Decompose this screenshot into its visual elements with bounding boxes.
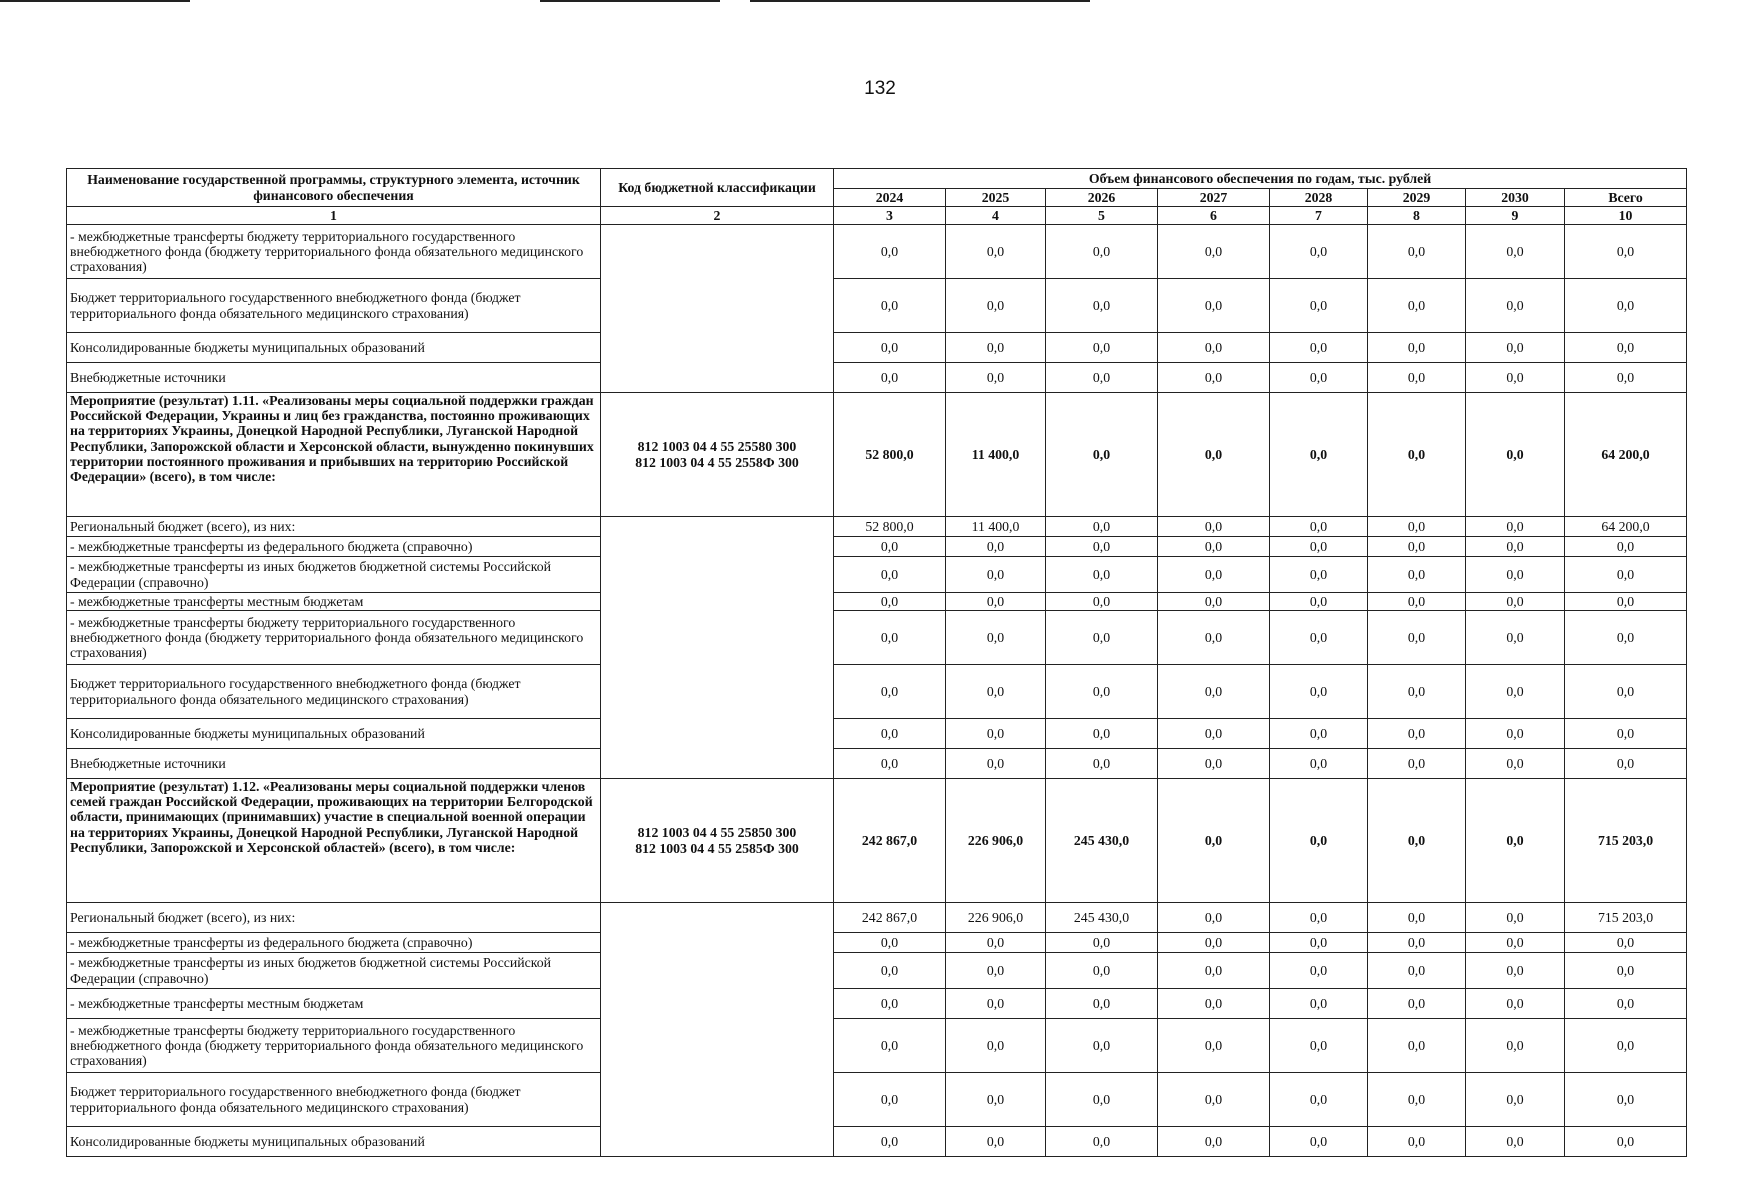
year-value-cell: 0,0 bbox=[1158, 749, 1270, 779]
column-number: 9 bbox=[1466, 207, 1565, 225]
year-value-cell: 0,0 bbox=[1466, 611, 1565, 665]
header-year: 2024 bbox=[834, 189, 946, 207]
budget-code-cell bbox=[601, 903, 834, 1157]
year-value-cell: 0,0 bbox=[1158, 989, 1270, 1019]
year-value-cell: 0,0 bbox=[1368, 279, 1466, 333]
budget-code-cell bbox=[601, 225, 834, 393]
year-value-cell: 0,0 bbox=[1158, 537, 1270, 557]
row-name-cell: - межбюджетные трансферты бюджету территориального государственного внебюджетного фонда (бюджету территориального фонда обязательного медицинского страхования) bbox=[67, 1019, 601, 1073]
total-value-cell: 0,0 bbox=[1565, 1019, 1687, 1073]
year-value-cell: 0,0 bbox=[946, 953, 1046, 989]
year-value-cell: 0,0 bbox=[1270, 611, 1368, 665]
budget-code-line: 812 1003 04 4 55 2585Ф 300 bbox=[635, 840, 799, 856]
table-row bbox=[67, 225, 1687, 279]
year-value-cell: 0,0 bbox=[946, 225, 1046, 279]
table-row bbox=[67, 557, 1687, 593]
row-name-cell: Консолидированные бюджеты муниципальных образований bbox=[67, 719, 601, 749]
year-value-cell: 0,0 bbox=[834, 279, 946, 333]
year-value-cell: 0,0 bbox=[1466, 593, 1565, 611]
header-total: Всего bbox=[1565, 189, 1687, 207]
column-number: 10 bbox=[1565, 207, 1687, 225]
year-value-cell: 0,0 bbox=[1466, 719, 1565, 749]
total-value-cell: 0,0 bbox=[1565, 1127, 1687, 1157]
year-value-cell: 0,0 bbox=[946, 1019, 1046, 1073]
year-value-cell: 0,0 bbox=[1466, 1073, 1565, 1127]
year-value-cell: 0,0 bbox=[1046, 517, 1158, 537]
row-name-cell: Региональный бюджет (всего), из них: bbox=[67, 903, 601, 933]
year-value-cell: 0,0 bbox=[946, 1073, 1046, 1127]
scan-edge-line bbox=[540, 0, 720, 2]
table-row bbox=[67, 953, 1687, 989]
year-value-cell: 0,0 bbox=[1466, 363, 1565, 393]
year-value-cell: 0,0 bbox=[946, 749, 1046, 779]
year-value-cell: 0,0 bbox=[946, 665, 1046, 719]
budget-code-line: 812 1003 04 4 55 2558Ф 300 bbox=[635, 454, 799, 470]
row-name-cell: Консолидированные бюджеты муниципальных образований bbox=[67, 333, 601, 363]
column-number: 2 bbox=[601, 207, 834, 225]
year-value-cell: 0,0 bbox=[1466, 749, 1565, 779]
year-value-cell: 0,0 bbox=[1046, 1019, 1158, 1073]
financing-table bbox=[66, 168, 1687, 1157]
year-value-cell: 0,0 bbox=[1046, 593, 1158, 611]
year-value-cell: 0,0 bbox=[1046, 363, 1158, 393]
year-value-cell: 0,0 bbox=[946, 933, 1046, 953]
year-value-cell: 0,0 bbox=[1368, 363, 1466, 393]
year-value-cell: 0,0 bbox=[1046, 537, 1158, 557]
year-value-cell: 0,0 bbox=[1158, 1127, 1270, 1157]
year-value-cell: 0,0 bbox=[1046, 279, 1158, 333]
year-value-cell: 0,0 bbox=[1158, 363, 1270, 393]
year-value-cell: 0,0 bbox=[1466, 333, 1565, 363]
year-value-cell: 0,0 bbox=[1270, 1127, 1368, 1157]
budget-code-cell bbox=[601, 393, 834, 517]
row-name-cell: Бюджет территориального государственного внебюджетного фонда (бюджет территориального фонда обязательного медицинского страхования) bbox=[67, 279, 601, 333]
year-value-cell: 0,0 bbox=[1046, 1127, 1158, 1157]
total-value-cell: 0,0 bbox=[1565, 611, 1687, 665]
header-volume: Объем финансового обеспечения по годам, тыс. рублей bbox=[834, 169, 1687, 189]
year-value-cell: 0,0 bbox=[1368, 1073, 1466, 1127]
table-row bbox=[67, 1127, 1687, 1157]
total-value-cell: 0,0 bbox=[1565, 749, 1687, 779]
column-number: 6 bbox=[1158, 207, 1270, 225]
year-value-cell: 0,0 bbox=[1368, 557, 1466, 593]
year-value-cell: 0,0 bbox=[1270, 537, 1368, 557]
year-value-cell: 0,0 bbox=[834, 1019, 946, 1073]
year-value-cell: 0,0 bbox=[1270, 953, 1368, 989]
year-value-cell: 0,0 bbox=[1046, 989, 1158, 1019]
year-value-cell: 0,0 bbox=[1270, 933, 1368, 953]
year-value-cell: 0,0 bbox=[834, 933, 946, 953]
table-row bbox=[67, 593, 1687, 611]
row-name-cell: Внебюджетные источники bbox=[67, 749, 601, 779]
year-value-cell: 0,0 bbox=[946, 537, 1046, 557]
year-value-cell: 0,0 bbox=[1368, 779, 1466, 903]
table-row bbox=[67, 933, 1687, 953]
table-row bbox=[67, 749, 1687, 779]
budget-code-cell bbox=[601, 517, 834, 779]
column-number: 7 bbox=[1270, 207, 1368, 225]
year-value-cell: 0,0 bbox=[1046, 719, 1158, 749]
year-value-cell: 0,0 bbox=[946, 1127, 1046, 1157]
year-value-cell: 0,0 bbox=[946, 557, 1046, 593]
table-row bbox=[67, 665, 1687, 719]
year-value-cell: 0,0 bbox=[1158, 393, 1270, 517]
year-value-cell: 0,0 bbox=[1158, 557, 1270, 593]
row-name-cell: - межбюджетные трансферты местным бюджетам bbox=[67, 989, 601, 1019]
row-name-cell: Мероприятие (результат) 1.12. «Реализованы меры социальной поддержки членов семей граждан Российской Федерации, проживающих на территории Белгородской области, принимающих (принимавших) участие в специальной военной операции на территориях Украины, Донецкой Народной Республики, Луганской Народной Республики, Запорожской и Херсонской областей» (всего), в том числе: bbox=[67, 779, 601, 903]
total-value-cell: 0,0 bbox=[1565, 665, 1687, 719]
year-value-cell: 0,0 bbox=[1158, 903, 1270, 933]
row-name-cell: - межбюджетные трансферты из иных бюджетов бюджетной системы Российской Федерации (справочно) bbox=[67, 953, 601, 989]
year-value-cell: 0,0 bbox=[1046, 333, 1158, 363]
header-numbers-row bbox=[67, 207, 1687, 225]
year-value-cell: 0,0 bbox=[834, 749, 946, 779]
column-number: 4 bbox=[946, 207, 1046, 225]
year-value-cell: 0,0 bbox=[1270, 517, 1368, 537]
year-value-cell: 0,0 bbox=[834, 333, 946, 363]
table-row bbox=[67, 611, 1687, 665]
year-value-cell: 0,0 bbox=[1158, 665, 1270, 719]
year-value-cell: 0,0 bbox=[946, 719, 1046, 749]
year-value-cell: 0,0 bbox=[1270, 393, 1368, 517]
year-value-cell: 0,0 bbox=[1270, 225, 1368, 279]
row-name-cell: Консолидированные бюджеты муниципальных образований bbox=[67, 1127, 601, 1157]
column-number: 3 bbox=[834, 207, 946, 225]
total-value-cell: 0,0 bbox=[1565, 557, 1687, 593]
year-value-cell: 0,0 bbox=[946, 989, 1046, 1019]
table-row bbox=[67, 719, 1687, 749]
year-value-cell: 11 400,0 bbox=[946, 517, 1046, 537]
table-row bbox=[67, 279, 1687, 333]
total-value-cell: 0,0 bbox=[1565, 333, 1687, 363]
header-year: 2027 bbox=[1158, 189, 1270, 207]
year-value-cell: 0,0 bbox=[1368, 719, 1466, 749]
year-value-cell: 0,0 bbox=[1158, 517, 1270, 537]
year-value-cell: 0,0 bbox=[1158, 933, 1270, 953]
total-value-cell: 715 203,0 bbox=[1565, 903, 1687, 933]
row-name-cell: - межбюджетные трансферты из федерального бюджета (справочно) bbox=[67, 933, 601, 953]
year-value-cell: 0,0 bbox=[1270, 279, 1368, 333]
year-value-cell: 0,0 bbox=[834, 953, 946, 989]
year-value-cell: 0,0 bbox=[1368, 749, 1466, 779]
year-value-cell: 0,0 bbox=[1466, 1127, 1565, 1157]
measure-row bbox=[67, 779, 1687, 903]
year-value-cell: 0,0 bbox=[1270, 903, 1368, 933]
header-year: 2030 bbox=[1466, 189, 1565, 207]
year-value-cell: 0,0 bbox=[1466, 557, 1565, 593]
year-value-cell: 0,0 bbox=[1046, 933, 1158, 953]
total-value-cell: 0,0 bbox=[1565, 279, 1687, 333]
year-value-cell: 226 906,0 bbox=[946, 903, 1046, 933]
year-value-cell: 0,0 bbox=[1046, 953, 1158, 989]
column-number: 8 bbox=[1368, 207, 1466, 225]
total-value-cell: 0,0 bbox=[1565, 363, 1687, 393]
year-value-cell: 0,0 bbox=[1270, 989, 1368, 1019]
year-value-cell: 0,0 bbox=[1466, 953, 1565, 989]
year-value-cell: 0,0 bbox=[1270, 557, 1368, 593]
year-value-cell: 0,0 bbox=[1466, 225, 1565, 279]
budget-code-line: 812 1003 04 4 55 25850 300 bbox=[637, 825, 797, 841]
row-name-cell: Внебюджетные источники bbox=[67, 363, 601, 393]
year-value-cell: 52 800,0 bbox=[834, 517, 946, 537]
year-value-cell: 0,0 bbox=[1368, 903, 1466, 933]
row-name-cell: Бюджет территориального государственного внебюджетного фонда (бюджет территориального фонда обязательного медицинского страхования) bbox=[67, 1073, 601, 1127]
year-value-cell: 0,0 bbox=[1270, 593, 1368, 611]
year-value-cell: 0,0 bbox=[1270, 363, 1368, 393]
year-value-cell: 0,0 bbox=[1158, 1073, 1270, 1127]
year-value-cell: 0,0 bbox=[834, 363, 946, 393]
year-value-cell: 0,0 bbox=[1270, 749, 1368, 779]
year-value-cell: 0,0 bbox=[1466, 665, 1565, 719]
table-row bbox=[67, 989, 1687, 1019]
year-value-cell: 226 906,0 bbox=[946, 779, 1046, 903]
year-value-cell: 0,0 bbox=[1270, 665, 1368, 719]
year-value-cell: 0,0 bbox=[1466, 989, 1565, 1019]
year-value-cell: 0,0 bbox=[834, 557, 946, 593]
year-value-cell: 0,0 bbox=[1368, 665, 1466, 719]
total-value-cell: 0,0 bbox=[1565, 1073, 1687, 1127]
year-value-cell: 0,0 bbox=[1046, 749, 1158, 779]
year-value-cell: 0,0 bbox=[834, 611, 946, 665]
table-row bbox=[67, 1073, 1687, 1127]
year-value-cell: 0,0 bbox=[834, 989, 946, 1019]
row-name-cell: Мероприятие (результат) 1.11. «Реализованы меры социальной поддержки граждан Российской Федерации, Украины и лиц без гражданства, постоянно проживающих на территориях Украины, Донецкой Народной Республики, Луганской Народной Республики, Запорожской области и Херсонской области, вынужденно покинувших территории постоянного проживания и прибывших на территорию Российской Федерации» (всего), в том числе: bbox=[67, 393, 601, 517]
header-name: Наименование государственной программы, структурного элемента, источник финансового обеспечения bbox=[67, 169, 601, 207]
year-value-cell: 242 867,0 bbox=[834, 903, 946, 933]
year-value-cell: 0,0 bbox=[834, 537, 946, 557]
row-name-cell: Региональный бюджет (всего), из них: bbox=[67, 517, 601, 537]
year-value-cell: 0,0 bbox=[946, 611, 1046, 665]
year-value-cell: 0,0 bbox=[1368, 333, 1466, 363]
scan-edge-line bbox=[750, 0, 1090, 2]
total-value-cell: 64 200,0 bbox=[1565, 393, 1687, 517]
year-value-cell: 0,0 bbox=[1466, 903, 1565, 933]
year-value-cell: 0,0 bbox=[1158, 611, 1270, 665]
column-number: 1 bbox=[67, 207, 601, 225]
year-value-cell: 242 867,0 bbox=[834, 779, 946, 903]
year-value-cell: 0,0 bbox=[1046, 557, 1158, 593]
table-row bbox=[67, 1019, 1687, 1073]
year-value-cell: 245 430,0 bbox=[1046, 779, 1158, 903]
row-name-cell: - межбюджетные трансферты местным бюджетам bbox=[67, 593, 601, 611]
year-value-cell: 0,0 bbox=[1368, 225, 1466, 279]
year-value-cell: 0,0 bbox=[834, 665, 946, 719]
year-value-cell: 0,0 bbox=[1046, 1073, 1158, 1127]
total-value-cell: 0,0 bbox=[1565, 953, 1687, 989]
total-value-cell: 0,0 bbox=[1565, 225, 1687, 279]
year-value-cell: 0,0 bbox=[1368, 1019, 1466, 1073]
header-year: 2025 bbox=[946, 189, 1046, 207]
year-value-cell: 0,0 bbox=[1466, 279, 1565, 333]
year-value-cell: 0,0 bbox=[1368, 593, 1466, 611]
year-value-cell: 0,0 bbox=[1368, 933, 1466, 953]
year-value-cell: 0,0 bbox=[946, 363, 1046, 393]
year-value-cell: 0,0 bbox=[1158, 593, 1270, 611]
column-number: 5 bbox=[1046, 207, 1158, 225]
year-value-cell: 0,0 bbox=[1368, 989, 1466, 1019]
table-row bbox=[67, 333, 1687, 363]
budget-code-cell bbox=[601, 779, 834, 903]
year-value-cell: 0,0 bbox=[1046, 665, 1158, 719]
table-row bbox=[67, 517, 1687, 537]
year-value-cell: 0,0 bbox=[1158, 779, 1270, 903]
measure-row bbox=[67, 393, 1687, 517]
year-value-cell: 0,0 bbox=[946, 333, 1046, 363]
year-value-cell: 0,0 bbox=[1270, 779, 1368, 903]
year-value-cell: 0,0 bbox=[1158, 953, 1270, 989]
total-value-cell: 0,0 bbox=[1565, 933, 1687, 953]
year-value-cell: 0,0 bbox=[1158, 225, 1270, 279]
year-value-cell: 0,0 bbox=[834, 719, 946, 749]
year-value-cell: 0,0 bbox=[1270, 1073, 1368, 1127]
year-value-cell: 52 800,0 bbox=[834, 393, 946, 517]
scan-edge-line bbox=[0, 0, 190, 2]
table-row bbox=[67, 537, 1687, 557]
year-value-cell: 0,0 bbox=[1368, 537, 1466, 557]
row-name-cell: - межбюджетные трансферты из иных бюджетов бюджетной системы Российской Федерации (справочно) bbox=[67, 557, 601, 593]
year-value-cell: 0,0 bbox=[1466, 933, 1565, 953]
header-year: 2026 bbox=[1046, 189, 1158, 207]
header-year: 2029 bbox=[1368, 189, 1466, 207]
table-row bbox=[67, 363, 1687, 393]
row-name-cell: - межбюджетные трансферты из федерального бюджета (справочно) bbox=[67, 537, 601, 557]
year-value-cell: 0,0 bbox=[1270, 333, 1368, 363]
year-value-cell: 0,0 bbox=[1368, 1127, 1466, 1157]
year-value-cell: 0,0 bbox=[1466, 393, 1565, 517]
year-value-cell: 0,0 bbox=[1368, 953, 1466, 989]
budget-code-line: 812 1003 04 4 55 25580 300 bbox=[637, 439, 797, 455]
year-value-cell: 0,0 bbox=[1046, 611, 1158, 665]
year-value-cell: 0,0 bbox=[1368, 393, 1466, 517]
year-value-cell: 0,0 bbox=[1270, 719, 1368, 749]
year-value-cell: 245 430,0 bbox=[1046, 903, 1158, 933]
row-name-cell: - межбюджетные трансферты бюджету территориального государственного внебюджетного фонда (бюджету территориального фонда обязательного медицинского страхования) bbox=[67, 611, 601, 665]
table-row bbox=[67, 903, 1687, 933]
year-value-cell: 0,0 bbox=[1368, 517, 1466, 537]
year-value-cell: 0,0 bbox=[1368, 611, 1466, 665]
row-name-cell: Бюджет территориального государственного внебюджетного фонда (бюджет территориального фонда обязательного медицинского страхования) bbox=[67, 665, 601, 719]
total-value-cell: 64 200,0 bbox=[1565, 517, 1687, 537]
year-value-cell: 0,0 bbox=[1270, 1019, 1368, 1073]
year-value-cell: 0,0 bbox=[1158, 1019, 1270, 1073]
year-value-cell: 0,0 bbox=[1466, 1019, 1565, 1073]
total-value-cell: 0,0 bbox=[1565, 989, 1687, 1019]
total-value-cell: 0,0 bbox=[1565, 719, 1687, 749]
header-year: 2028 bbox=[1270, 189, 1368, 207]
year-value-cell: 0,0 bbox=[1466, 779, 1565, 903]
year-value-cell: 0,0 bbox=[1158, 719, 1270, 749]
year-value-cell: 0,0 bbox=[1046, 393, 1158, 517]
year-value-cell: 0,0 bbox=[1466, 517, 1565, 537]
year-value-cell: 0,0 bbox=[946, 279, 1046, 333]
year-value-cell: 0,0 bbox=[834, 225, 946, 279]
header-code: Код бюджетной классификации bbox=[601, 169, 834, 207]
year-value-cell: 0,0 bbox=[1466, 537, 1565, 557]
total-value-cell: 715 203,0 bbox=[1565, 779, 1687, 903]
year-value-cell: 0,0 bbox=[1046, 225, 1158, 279]
page-number: 132 bbox=[864, 78, 896, 99]
year-value-cell: 0,0 bbox=[946, 593, 1046, 611]
year-value-cell: 11 400,0 bbox=[946, 393, 1046, 517]
total-value-cell: 0,0 bbox=[1565, 537, 1687, 557]
year-value-cell: 0,0 bbox=[834, 1073, 946, 1127]
year-value-cell: 0,0 bbox=[834, 1127, 946, 1157]
year-value-cell: 0,0 bbox=[834, 593, 946, 611]
row-name-cell: - межбюджетные трансферты бюджету территориального государственного внебюджетного фонда (бюджету территориального фонда обязательного медицинского страхования) bbox=[67, 225, 601, 279]
year-value-cell: 0,0 bbox=[1158, 279, 1270, 333]
year-value-cell: 0,0 bbox=[1158, 333, 1270, 363]
total-value-cell: 0,0 bbox=[1565, 593, 1687, 611]
